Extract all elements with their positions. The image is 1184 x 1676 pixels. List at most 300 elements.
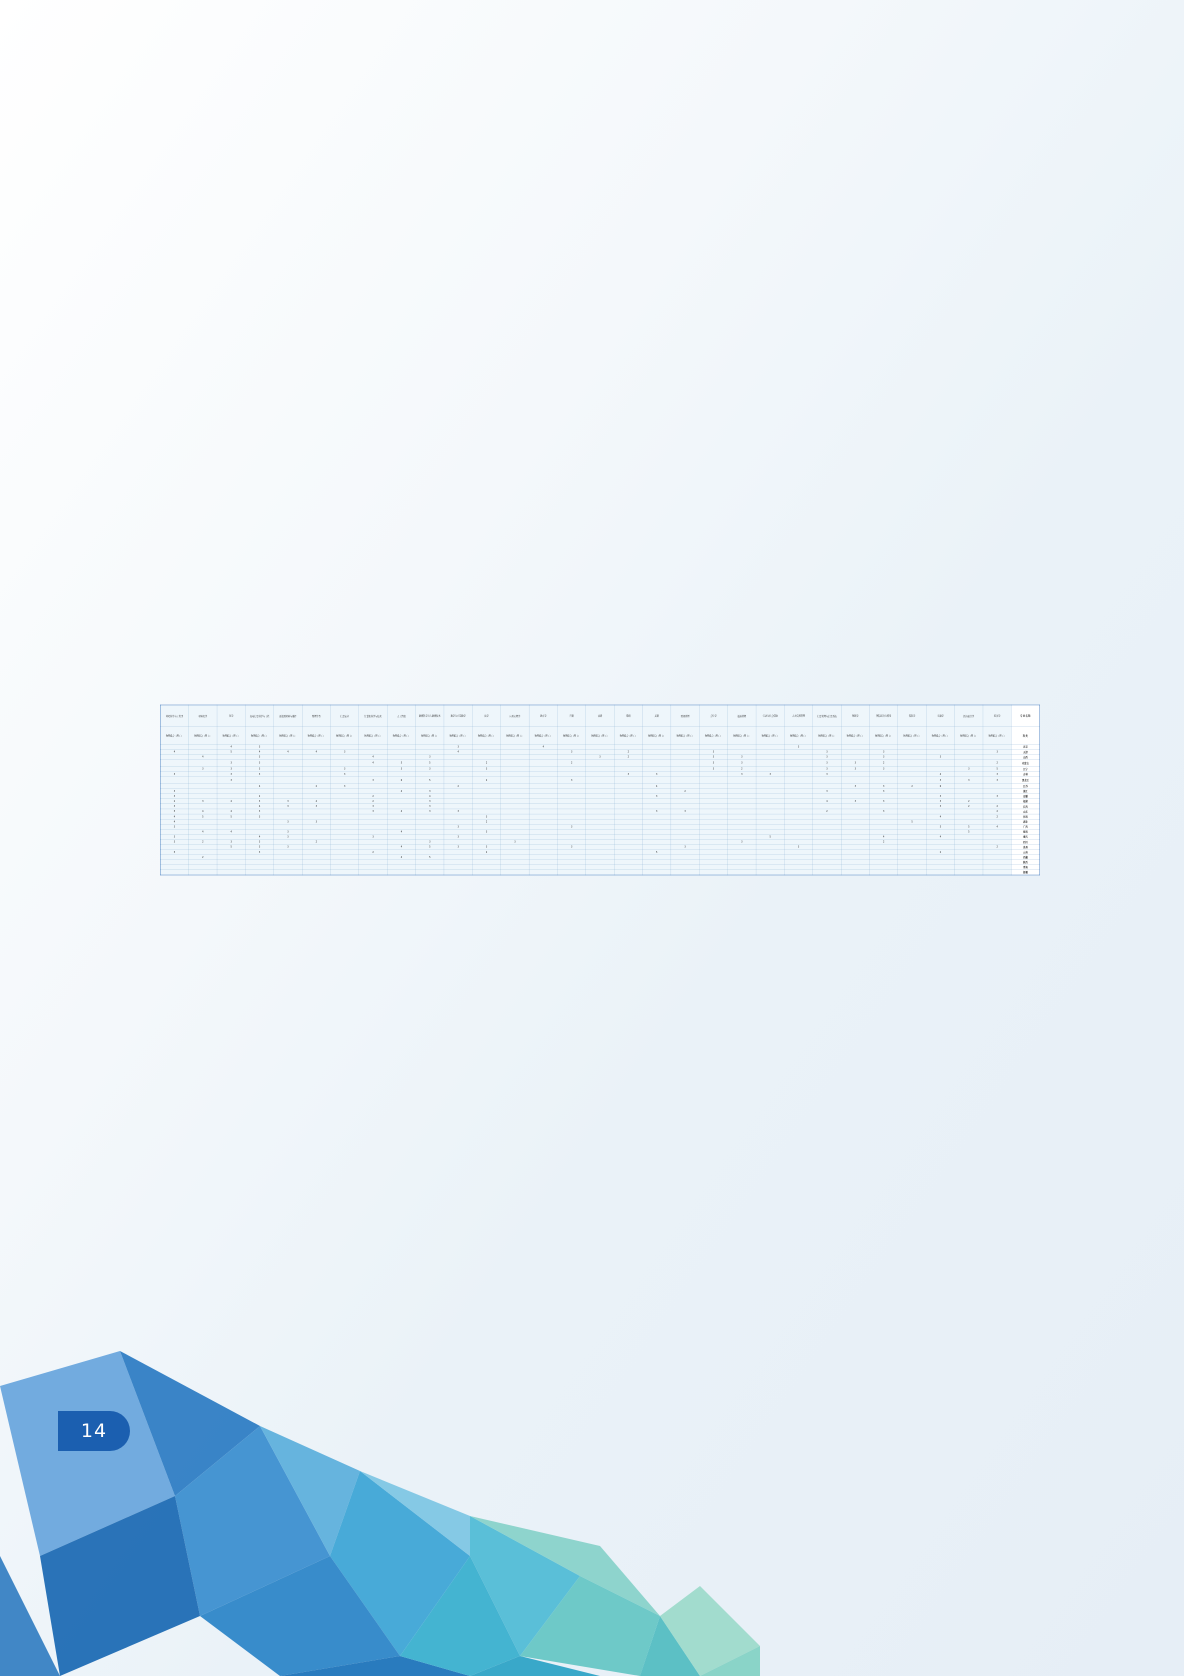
cell-quota <box>870 777 898 784</box>
table-row <box>245 705 273 875</box>
table-row <box>416 705 444 875</box>
cell-quota: 3 <box>274 844 302 849</box>
cell-quota <box>189 777 217 784</box>
cell-quota: 4 <box>926 834 954 839</box>
cell-quota: 5 <box>756 834 784 839</box>
cell-quota: 3 <box>870 767 898 772</box>
cell-quota: 5 <box>955 829 983 834</box>
table-row <box>870 705 898 875</box>
cell-category: 物理组合（理工） <box>756 727 784 744</box>
cell-major-name: 法学 <box>472 705 500 727</box>
cell-quota: 4 <box>189 754 217 759</box>
cell-quota <box>444 777 472 784</box>
cell-category: 物理组合（理工） <box>955 727 983 744</box>
cell-quota: 2 <box>302 784 330 789</box>
cell-category: 物理组合（理工） <box>472 727 500 744</box>
column-header-province: 江苏 <box>1011 784 1039 789</box>
cell-quota: 3 <box>501 839 529 844</box>
cell-quota <box>330 777 358 784</box>
cell-quota: 3 <box>926 804 954 809</box>
cell-quota: 3 <box>784 844 812 849</box>
cell-quota <box>841 777 869 784</box>
table-row <box>699 705 727 875</box>
cell-major-name: 人力资源管理 <box>784 705 812 727</box>
cell-quota: 3 <box>302 819 330 824</box>
cell-quota: 3 <box>245 772 273 777</box>
cell-quota <box>813 777 841 784</box>
cell-quota: 3 <box>217 772 245 777</box>
cell-category: 物理组合（理工） <box>557 727 585 744</box>
column-header-province: 西藏 <box>1011 855 1039 860</box>
cell-quota: 3 <box>330 784 358 789</box>
table-row <box>501 705 529 875</box>
cell-quota: 2 <box>160 799 188 804</box>
cell-quota <box>614 777 642 784</box>
column-header-province: 辽宁 <box>1011 767 1039 772</box>
cell-quota <box>841 870 869 875</box>
cell-quota <box>245 870 273 875</box>
cell-quota: 3 <box>813 772 841 777</box>
cell-quota: 3 <box>614 772 642 777</box>
page-number: 14 <box>58 1411 130 1451</box>
table-row <box>330 705 358 875</box>
cell-quota <box>586 870 614 875</box>
table-row <box>784 705 812 875</box>
cell-quota: 3 <box>274 834 302 839</box>
table-row <box>728 705 756 875</box>
column-header-province: 安徽 <box>1011 794 1039 799</box>
cell-major-name: 材料化学 <box>189 705 217 727</box>
cell-quota: 3 <box>472 829 500 834</box>
cell-quota: 3 <box>274 799 302 804</box>
cell-quota <box>274 760 302 767</box>
cell-quota: 3 <box>983 794 1011 799</box>
cell-quota: 3 <box>983 777 1011 784</box>
cell-quota: 3 <box>160 824 188 829</box>
cell-quota <box>529 760 557 767</box>
cell-quota <box>189 760 217 767</box>
cell-quota: 3 <box>784 744 812 749</box>
column-header-province: 重庆 <box>1011 834 1039 839</box>
cell-quota: 3 <box>245 809 273 814</box>
cell-quota: 2 <box>189 855 217 860</box>
cell-quota: 2 <box>302 839 330 844</box>
cell-quota <box>302 870 330 875</box>
column-header-province: 青海 <box>1011 865 1039 870</box>
cell-major-name: 经济统计学 <box>955 705 983 727</box>
cell-quota: 3 <box>926 754 954 759</box>
cell-quota <box>444 870 472 875</box>
cell-category: 物理组合（理工） <box>302 727 330 744</box>
cell-quota: 3 <box>444 744 472 749</box>
cell-quota: 4 <box>160 749 188 754</box>
table-row <box>671 705 699 875</box>
cell-category: 物理组合（理工） <box>416 727 444 744</box>
cell-quota: 3 <box>926 794 954 799</box>
cell-quota: 3 <box>870 784 898 789</box>
cell-quota: 3 <box>217 760 245 767</box>
cell-quota: 3 <box>586 754 614 759</box>
column-header-province: 浙江 <box>1011 789 1039 794</box>
cell-quota: 3 <box>416 754 444 759</box>
cell-quota: 2 <box>983 844 1011 849</box>
table-row <box>217 705 245 875</box>
cell-category: 物理组合（理工） <box>274 727 302 744</box>
column-header-province: 黑龙江 <box>1011 777 1039 784</box>
cell-quota: 3 <box>330 749 358 754</box>
table-body <box>160 705 1011 875</box>
cell-category: 物理组合（理工） <box>898 727 926 744</box>
cell-quota: 3 <box>728 772 756 777</box>
cell-quota: 5 <box>898 819 926 824</box>
cell-quota <box>189 870 217 875</box>
cell-quota: 3 <box>416 799 444 804</box>
cell-quota <box>699 777 727 784</box>
cell-quota: 2 <box>983 814 1011 819</box>
cell-quota: 3 <box>189 799 217 804</box>
cell-quota: 4 <box>444 749 472 754</box>
cell-category: 物理组合（理工） <box>870 727 898 744</box>
cell-quota: 2 <box>813 809 841 814</box>
cell-quota <box>898 760 926 767</box>
cell-major-name: 日语 <box>557 705 585 727</box>
cell-quota: 3 <box>813 767 841 772</box>
column-header-province: 贵州 <box>1011 844 1039 849</box>
cell-quota <box>614 870 642 875</box>
column-header-province: 河南 <box>1011 814 1039 819</box>
cell-quota <box>330 760 358 767</box>
cell-quota: 3 <box>643 772 671 777</box>
cell-quota: 3 <box>870 789 898 794</box>
cell-quota <box>387 870 415 875</box>
cell-quota: 3 <box>416 839 444 844</box>
cell-quota: 2 <box>472 760 500 767</box>
column-header-province: 湖北 <box>1011 819 1039 824</box>
table-row <box>359 705 387 875</box>
cell-quota: 4 <box>416 794 444 799</box>
cell-quota: 2 <box>359 850 387 855</box>
cell-quota: 4 <box>217 744 245 749</box>
cell-quota <box>671 760 699 767</box>
cell-category: 物理组合（理工） <box>529 727 557 744</box>
cell-quota: 3 <box>472 844 500 849</box>
cell-quota: 3 <box>472 767 500 772</box>
cell-quota: 4 <box>245 804 273 809</box>
cell-quota: 4 <box>245 834 273 839</box>
table-head <box>1011 705 1039 875</box>
cell-quota: 4 <box>387 844 415 849</box>
column-header-province: 新疆 <box>1011 870 1039 875</box>
cell-quota: 3 <box>728 754 756 759</box>
cell-quota: 3 <box>699 767 727 772</box>
cell-quota <box>955 760 983 767</box>
cell-quota: 4 <box>160 814 188 819</box>
cell-quota: 4 <box>245 784 273 789</box>
cell-category: 物理组合（理工） <box>813 727 841 744</box>
table-row <box>983 705 1011 875</box>
cell-quota: 4 <box>217 799 245 804</box>
cell-quota: 3 <box>416 804 444 809</box>
cell-quota: 3 <box>813 789 841 794</box>
cell-quota: 3 <box>330 767 358 772</box>
cell-quota <box>501 760 529 767</box>
cell-major-name: 新能源材料与器件 <box>274 705 302 727</box>
cell-quota: 3 <box>870 749 898 754</box>
cell-quota: 2 <box>359 794 387 799</box>
cell-category: 物理组合（理工） <box>728 727 756 744</box>
cell-quota <box>416 870 444 875</box>
cell-category: 物理组合（理工） <box>614 727 642 744</box>
cell-quota: 2 <box>926 850 954 855</box>
cell-quota: 5 <box>416 777 444 784</box>
column-header-province: 福建 <box>1011 799 1039 804</box>
cell-quota: 4 <box>643 784 671 789</box>
cell-quota: 3 <box>643 809 671 814</box>
cell-quota: 3 <box>557 844 585 849</box>
cell-quota <box>898 777 926 784</box>
cell-quota: 3 <box>387 767 415 772</box>
rotated-table-wrapper <box>160 705 1040 875</box>
cell-quota <box>330 870 358 875</box>
cell-quota: 3 <box>245 754 273 759</box>
cell-quota: 2 <box>472 777 500 784</box>
cell-quota: 4 <box>217 829 245 834</box>
cell-quota: 3 <box>245 799 273 804</box>
cell-quota: 3 <box>416 809 444 814</box>
cell-quota <box>643 870 671 875</box>
cell-quota: 3 <box>245 760 273 767</box>
cell-quota <box>274 777 302 784</box>
cell-quota: 4 <box>387 829 415 834</box>
cell-quota: 5 <box>160 809 188 814</box>
cell-quota <box>671 870 699 875</box>
cell-major-name: 国际经济与贸易 <box>870 705 898 727</box>
cell-quota: 3 <box>274 819 302 824</box>
table-row <box>387 705 415 875</box>
cell-quota: 4 <box>217 809 245 814</box>
cell-quota: 2 <box>557 760 585 767</box>
cell-quota: 2 <box>898 784 926 789</box>
enrollment-plan-table <box>160 705 1040 875</box>
cell-quota: 3 <box>444 834 472 839</box>
cell-quota: 3 <box>245 767 273 772</box>
cell-quota: 3 <box>699 749 727 754</box>
column-header-province: 山西 <box>1011 754 1039 759</box>
cell-quota: 3 <box>813 754 841 759</box>
cell-quota: 3 <box>160 789 188 794</box>
cell-quota <box>245 777 273 784</box>
cell-quota: 3 <box>955 767 983 772</box>
cell-quota: 5 <box>416 760 444 767</box>
cell-quota <box>728 870 756 875</box>
cell-quota: 2 <box>955 804 983 809</box>
cell-quota: 4 <box>245 749 273 754</box>
cell-quota: 4 <box>302 749 330 754</box>
cell-category: 物理组合（理工） <box>189 727 217 744</box>
cell-quota: 3 <box>841 767 869 772</box>
cell-quota: 2 <box>955 799 983 804</box>
cell-major-name: 信息安全 <box>330 705 358 727</box>
cell-quota: 3 <box>274 804 302 809</box>
cell-quota <box>557 870 585 875</box>
cell-quota: 5 <box>643 850 671 855</box>
cell-quota: 2 <box>472 850 500 855</box>
cell-quota <box>444 760 472 767</box>
cell-quota <box>898 870 926 875</box>
cell-major-name: 数据科学与大数据技术 <box>416 705 444 727</box>
cell-quota: 3 <box>870 799 898 804</box>
cell-quota <box>643 760 671 767</box>
table-row <box>926 705 954 875</box>
cell-major-name: 教育学 <box>529 705 557 727</box>
cell-major-name: 应用心理学 <box>501 705 529 727</box>
cell-quota <box>359 870 387 875</box>
cell-quota <box>529 777 557 784</box>
cell-category: 物理组合（理工） <box>444 727 472 744</box>
cell-quota <box>501 870 529 875</box>
cell-quota <box>784 760 812 767</box>
cell-quota: 3 <box>813 760 841 767</box>
cell-quota: 4 <box>387 789 415 794</box>
cell-category: 物理组合（理工） <box>217 727 245 744</box>
table-row <box>614 705 642 875</box>
cell-quota: 3 <box>302 804 330 809</box>
column-header-province: 吉林 <box>1011 772 1039 777</box>
cell-quota: 3 <box>671 809 699 814</box>
cell-category: 物理组合（理工） <box>387 727 415 744</box>
cell-quota: 2 <box>359 799 387 804</box>
table-row <box>444 705 472 875</box>
cell-major-name: 物理学类 <box>302 705 330 727</box>
cell-quota: 5 <box>189 814 217 819</box>
cell-quota: 3 <box>870 809 898 814</box>
cell-quota: 2 <box>472 819 500 824</box>
column-header-province: 北京 <box>1011 744 1039 749</box>
cell-category: 物理组合（理工） <box>784 727 812 744</box>
cell-quota: 3 <box>841 784 869 789</box>
cell-quota: 4 <box>529 744 557 749</box>
cell-quota: 3 <box>926 777 954 784</box>
cell-quota <box>813 870 841 875</box>
cell-quota <box>160 777 188 784</box>
cell-quota <box>870 870 898 875</box>
cell-quota: 3 <box>274 829 302 834</box>
cell-quota <box>926 870 954 875</box>
cell-quota: 3 <box>217 839 245 844</box>
cell-quota: 3 <box>245 844 273 849</box>
column-header-province: 广西 <box>1011 824 1039 829</box>
cell-quota: 3 <box>983 772 1011 777</box>
cell-major-name: 财政学 <box>841 705 869 727</box>
cell-quota: 4 <box>274 749 302 754</box>
cell-quota: 3 <box>160 772 188 777</box>
table-row <box>529 705 557 875</box>
cell-quota: 3 <box>160 834 188 839</box>
cell-quota: 3 <box>728 839 756 844</box>
cell-quota: 3 <box>217 777 245 784</box>
cell-quota: 2 <box>189 839 217 844</box>
cell-quota <box>983 870 1011 875</box>
cell-quota: 3 <box>699 754 727 759</box>
table-row <box>557 705 585 875</box>
cell-quota: 2 <box>614 754 642 759</box>
cell-quota: 3 <box>557 749 585 754</box>
cell-quota: 2 <box>444 784 472 789</box>
cell-quota <box>529 870 557 875</box>
cell-category: 物理组合（理工） <box>926 727 954 744</box>
cell-quota: 3 <box>245 814 273 819</box>
cell-quota: 3 <box>841 760 869 767</box>
cell-quota: 2 <box>245 794 273 799</box>
cell-quota: 4 <box>189 809 217 814</box>
cell-quota: 5 <box>416 844 444 849</box>
cell-quota: 6 <box>387 777 415 784</box>
cell-quota <box>699 870 727 875</box>
cell-major-name: 财务管理 <box>671 705 699 727</box>
cell-major-name: 保险学 <box>898 705 926 727</box>
cell-quota: 3 <box>983 749 1011 754</box>
cell-quota <box>926 760 954 767</box>
cell-major-name: 环境科学与工程类 <box>160 705 188 727</box>
cell-major-name: 数学与应用数学 <box>444 705 472 727</box>
cell-quota: 3 <box>359 834 387 839</box>
table-row <box>189 705 217 875</box>
cell-major-name: 劳动与社会保障 <box>756 705 784 727</box>
cell-category: 物理组合（理工） <box>586 727 614 744</box>
cell-quota: 3 <box>472 814 500 819</box>
cell-quota <box>217 870 245 875</box>
cell-quota <box>643 777 671 784</box>
cell-quota: 4 <box>189 829 217 834</box>
cell-quota: 4 <box>926 772 954 777</box>
cell-category: 物理组合（理工） <box>245 727 273 744</box>
cell-quota: 3 <box>359 804 387 809</box>
cell-quota <box>472 870 500 875</box>
cell-quota: 2 <box>870 839 898 844</box>
cell-quota: 3 <box>728 760 756 767</box>
cell-major-name: 经济学 <box>983 705 1011 727</box>
cell-major-name: 计算机科学与技术 <box>359 705 387 727</box>
header-major-name: 专业名称 <box>1011 705 1039 727</box>
cell-major-name: 人工智能 <box>387 705 415 727</box>
cell-quota: 4 <box>302 799 330 804</box>
cell-quota: 4 <box>387 809 415 814</box>
table-row <box>274 705 302 875</box>
cell-quota: 4 <box>160 819 188 824</box>
cell-quota <box>671 777 699 784</box>
cell-quota: 5 <box>160 850 188 855</box>
cell-quota: 2 <box>870 760 898 767</box>
column-header-province: 云南 <box>1011 850 1039 855</box>
cell-quota: 3 <box>359 777 387 784</box>
cell-quota: 3 <box>416 789 444 794</box>
cell-major-name: 金融学 <box>926 705 954 727</box>
cell-quota: 6 <box>926 784 954 789</box>
header-category: 科类 <box>1011 727 1039 744</box>
cell-quota <box>501 777 529 784</box>
cell-quota <box>756 760 784 767</box>
cell-quota: 3 <box>756 772 784 777</box>
table-row <box>756 705 784 875</box>
cell-quota <box>274 870 302 875</box>
cell-quota: 3 <box>330 772 358 777</box>
cell-quota: 2 <box>983 809 1011 814</box>
cell-quota: 3 <box>245 744 273 749</box>
cell-quota: 3 <box>160 794 188 799</box>
column-header-province: 海南 <box>1011 829 1039 834</box>
cell-quota: 2 <box>983 760 1011 767</box>
cell-major-name: 旅游管理 <box>728 705 756 727</box>
